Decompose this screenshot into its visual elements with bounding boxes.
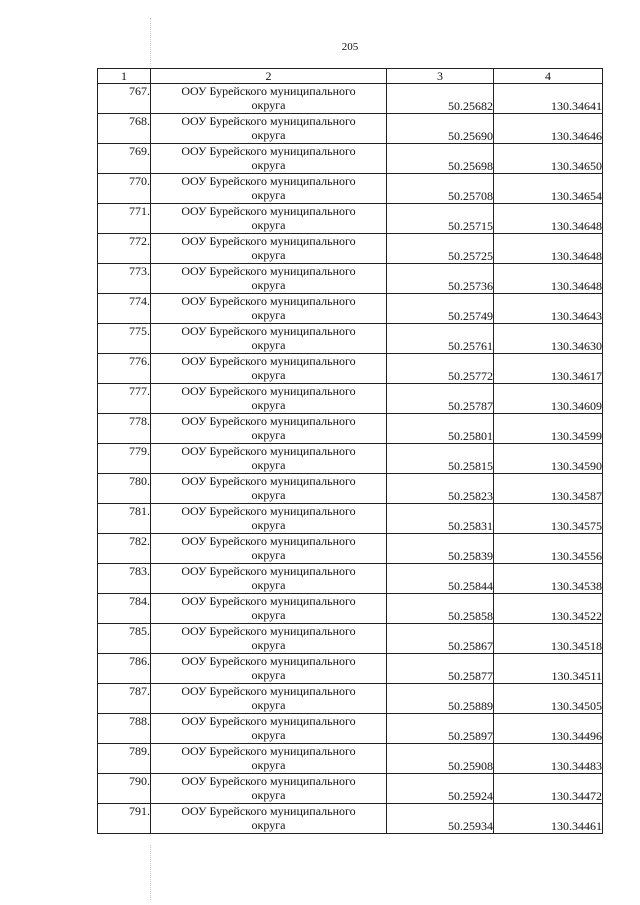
organization-name-line-1: ООУ Бурейского муниципального: [181, 114, 356, 128]
organization-name-line-1: ООУ Бурейского муниципального: [181, 654, 356, 668]
row-number: 770.: [98, 174, 151, 204]
organization-name-line-2: округа: [251, 128, 286, 142]
organization-name-line-1: ООУ Бурейского муниципального: [181, 324, 356, 338]
longitude-cell: 130.34599: [494, 414, 603, 444]
page-number: 205: [341, 41, 359, 53]
organization-name-line-1: ООУ Бурейского муниципального: [181, 804, 356, 818]
latitude-cell: 50.25823: [387, 474, 494, 504]
table-row: [98, 414, 603, 444]
longitude-cell: 130.34505: [494, 684, 603, 714]
organization-name-line-1: ООУ Бурейского муниципального: [181, 444, 356, 458]
longitude-cell: 130.34496: [494, 714, 603, 744]
latitude-cell: 50.25682: [387, 84, 494, 114]
row-number: 790.: [98, 774, 151, 804]
organization-name-line-1: ООУ Бурейского муниципального: [181, 474, 356, 488]
table-row: [98, 684, 603, 714]
organization-name-line-2: округа: [251, 488, 286, 502]
organization-name-line-2: округа: [251, 188, 286, 202]
organization-name-line-1: ООУ Бурейского муниципального: [181, 174, 356, 188]
organization-name-line-2: округа: [251, 338, 286, 352]
organization-name: [151, 744, 387, 774]
longitude-cell: 130.34609: [494, 384, 603, 414]
table-row: [98, 204, 603, 234]
organization-name: [151, 804, 387, 834]
organization-name-line-1: ООУ Бурейского муниципального: [181, 234, 356, 248]
latitude-cell: 50.25924: [387, 774, 494, 804]
longitude-cell: 130.34472: [494, 774, 603, 804]
organization-name: [151, 624, 387, 654]
latitude-cell: 50.25736: [387, 264, 494, 294]
organization-name-line-2: округа: [251, 548, 286, 562]
row-number: 775.: [98, 324, 151, 354]
latitude-cell: 50.25831: [387, 504, 494, 534]
organization-name: [151, 474, 387, 504]
latitude-cell: 50.25772: [387, 354, 494, 384]
organization-name-line-2: округа: [251, 788, 286, 802]
table-row: [98, 174, 603, 204]
organization-name-line-1: ООУ Бурейского муниципального: [181, 714, 356, 728]
organization-name-line-2: округа: [251, 818, 286, 832]
longitude-cell: 130.34643: [494, 294, 603, 324]
table-row: [98, 654, 603, 684]
organization-name-line-1: ООУ Бурейского муниципального: [181, 564, 356, 578]
latitude-cell: 50.25934: [387, 804, 494, 834]
organization-name-line-1: ООУ Бурейского муниципального: [181, 594, 356, 608]
longitude-cell: 130.34522: [494, 594, 603, 624]
latitude-cell: 50.25749: [387, 294, 494, 324]
column-header-2: 2: [151, 69, 387, 84]
row-number: 784.: [98, 594, 151, 624]
organization-name: [151, 714, 387, 744]
row-number: 788.: [98, 714, 151, 744]
organization-name-line-1: ООУ Бурейского муниципального: [181, 534, 356, 548]
table-row: [98, 534, 603, 564]
row-number: 777.: [98, 384, 151, 414]
organization-name-line-2: округа: [251, 578, 286, 592]
row-number: 786.: [98, 654, 151, 684]
longitude-cell: 130.34630: [494, 324, 603, 354]
organization-name: [151, 384, 387, 414]
organization-name: [151, 144, 387, 174]
longitude-cell: 130.34590: [494, 444, 603, 474]
longitude-cell: 130.34646: [494, 114, 603, 144]
organization-name: [151, 414, 387, 444]
row-number: 767.: [98, 84, 151, 114]
organization-name-line-2: округа: [251, 728, 286, 742]
organization-name-line-1: ООУ Бурейского муниципального: [181, 144, 356, 158]
table-row: [98, 84, 603, 114]
organization-name-line-2: округа: [251, 308, 286, 322]
row-number: 769.: [98, 144, 151, 174]
row-number: 783.: [98, 564, 151, 594]
latitude-cell: 50.25815: [387, 444, 494, 474]
table-row: [98, 234, 603, 264]
organization-name: [151, 234, 387, 264]
organization-name-line-2: округа: [251, 428, 286, 442]
table-row: [98, 264, 603, 294]
organization-name-line-2: округа: [251, 398, 286, 412]
latitude-cell: 50.25889: [387, 684, 494, 714]
longitude-cell: 130.34641: [494, 84, 603, 114]
column-header-4: 4: [494, 69, 603, 84]
table-row: [98, 804, 603, 834]
table-row: [98, 114, 603, 144]
row-number: 779.: [98, 444, 151, 474]
row-number: 776.: [98, 354, 151, 384]
longitude-cell: 130.34617: [494, 354, 603, 384]
longitude-cell: 130.34648: [494, 204, 603, 234]
longitude-cell: 130.34511: [494, 654, 603, 684]
organization-name-line-2: округа: [251, 758, 286, 772]
column-header-3: 3: [387, 69, 494, 84]
organization-name: [151, 84, 387, 114]
latitude-cell: 50.25801: [387, 414, 494, 444]
organization-name-line-2: округа: [251, 608, 286, 622]
organization-name: [151, 564, 387, 594]
organization-name: [151, 684, 387, 714]
header-row: [98, 69, 603, 84]
coordinates-table: [97, 68, 603, 834]
longitude-cell: 130.34650: [494, 144, 603, 174]
organization-name-line-1: ООУ Бурейского муниципального: [181, 204, 356, 218]
row-number: 791.: [98, 804, 151, 834]
latitude-cell: 50.25897: [387, 714, 494, 744]
organization-name-line-2: округа: [251, 248, 286, 262]
row-number: 787.: [98, 684, 151, 714]
latitude-cell: 50.25867: [387, 624, 494, 654]
organization-name-line-1: ООУ Бурейского муниципального: [181, 504, 356, 518]
organization-name: [151, 594, 387, 624]
table-row: [98, 294, 603, 324]
table-row: [98, 624, 603, 654]
organization-name-line-1: ООУ Бурейского муниципального: [181, 684, 356, 698]
row-number: 789.: [98, 744, 151, 774]
longitude-cell: 130.34461: [494, 804, 603, 834]
longitude-cell: 130.34483: [494, 744, 603, 774]
latitude-cell: 50.25844: [387, 564, 494, 594]
row-number: 768.: [98, 114, 151, 144]
table-row: [98, 474, 603, 504]
row-number: 785.: [98, 624, 151, 654]
organization-name: [151, 294, 387, 324]
organization-name-line-2: округа: [251, 638, 286, 652]
table-row: [98, 714, 603, 744]
organization-name: [151, 264, 387, 294]
longitude-cell: 130.34556: [494, 534, 603, 564]
organization-name-line-1: ООУ Бурейского муниципального: [181, 414, 356, 428]
table-row: [98, 144, 603, 174]
row-number: 778.: [98, 414, 151, 444]
organization-name-line-2: округа: [251, 368, 286, 382]
organization-name: [151, 774, 387, 804]
organization-name-line-1: ООУ Бурейского муниципального: [181, 354, 356, 368]
table-row: [98, 384, 603, 414]
row-number: 780.: [98, 474, 151, 504]
row-number: 771.: [98, 204, 151, 234]
latitude-cell: 50.25725: [387, 234, 494, 264]
organization-name: [151, 654, 387, 684]
organization-name: [151, 174, 387, 204]
organization-name-line-2: округа: [251, 278, 286, 292]
longitude-cell: 130.34654: [494, 174, 603, 204]
latitude-cell: 50.25698: [387, 144, 494, 174]
organization-name: [151, 444, 387, 474]
organization-name-line-2: округа: [251, 218, 286, 232]
row-number: 781.: [98, 504, 151, 534]
latitude-cell: 50.25761: [387, 324, 494, 354]
latitude-cell: 50.25839: [387, 534, 494, 564]
latitude-cell: 50.25715: [387, 204, 494, 234]
organization-name-line-1: ООУ Бурейского муниципального: [181, 84, 356, 98]
latitude-cell: 50.25690: [387, 114, 494, 144]
table-row: [98, 744, 603, 774]
organization-name: [151, 324, 387, 354]
organization-name-line-2: округа: [251, 158, 286, 172]
latitude-cell: 50.25858: [387, 594, 494, 624]
organization-name-line-1: ООУ Бурейского муниципального: [181, 774, 356, 788]
row-number: 782.: [98, 534, 151, 564]
table-row: [98, 564, 603, 594]
organization-name-line-2: округа: [251, 698, 286, 712]
table-row: [98, 324, 603, 354]
longitude-cell: 130.34587: [494, 474, 603, 504]
table-row: [98, 504, 603, 534]
longitude-cell: 130.34648: [494, 234, 603, 264]
organization-name-line-2: округа: [251, 98, 286, 112]
row-number: 772.: [98, 234, 151, 264]
longitude-cell: 130.34538: [494, 564, 603, 594]
organization-name-line-2: округа: [251, 668, 286, 682]
table-body: [98, 69, 603, 834]
organization-name-line-2: округа: [251, 458, 286, 472]
organization-name-line-1: ООУ Бурейского муниципального: [181, 744, 356, 758]
latitude-cell: 50.25787: [387, 384, 494, 414]
table-row: [98, 354, 603, 384]
latitude-cell: 50.25908: [387, 744, 494, 774]
organization-name: [151, 354, 387, 384]
latitude-cell: 50.25708: [387, 174, 494, 204]
organization-name-line-1: ООУ Бурейского муниципального: [181, 294, 356, 308]
organization-name: [151, 114, 387, 144]
row-number: 773.: [98, 264, 151, 294]
row-number: 774.: [98, 294, 151, 324]
longitude-cell: 130.34575: [494, 504, 603, 534]
longitude-cell: 130.34518: [494, 624, 603, 654]
longitude-cell: 130.34648: [494, 264, 603, 294]
table-row: [98, 594, 603, 624]
organization-name: [151, 504, 387, 534]
table-row: [98, 444, 603, 474]
organization-name: [151, 534, 387, 564]
latitude-cell: 50.25877: [387, 654, 494, 684]
table-row: [98, 774, 603, 804]
scan-margin-line-bottom: [150, 845, 151, 900]
organization-name-line-1: ООУ Бурейского муниципального: [181, 384, 356, 398]
organization-name-line-1: ООУ Бурейского муниципального: [181, 264, 356, 278]
organization-name: [151, 204, 387, 234]
organization-name-line-1: ООУ Бурейского муниципального: [181, 624, 356, 638]
column-header-1: 1: [98, 69, 151, 84]
organization-name-line-2: округа: [251, 518, 286, 532]
